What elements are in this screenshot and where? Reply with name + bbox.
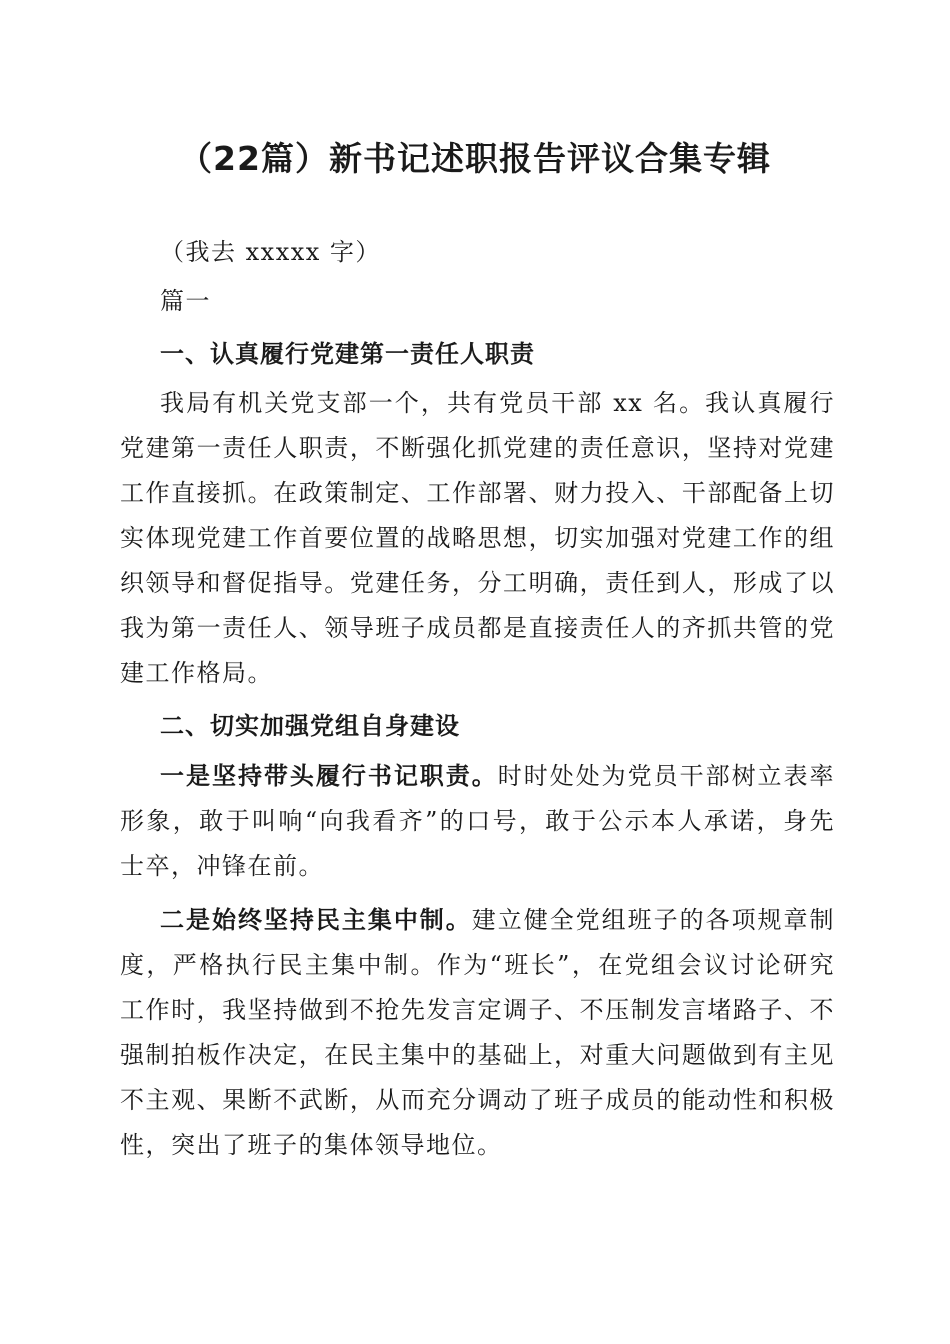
document-title: （22篇）新书记述职报告评议合集专辑 — [179, 139, 771, 178]
section-heading: 一、认真履行党建第一责任人职责 — [160, 340, 535, 368]
paragraph-lead: 一是坚持带头履行书记职责。 — [160, 761, 498, 790]
section-paragraph — [120, 897, 835, 1168]
chapter-label: 篇一 — [160, 287, 211, 315]
section-paragraph: 我局有机关党支部一个，共有党员干部 xx 名。我认真履行党建第一责任人职责，不断强化抓党建的责任意识，坚持对党建工作直接抓。在政策制定、工作部署、财力投入、干部配备上切实体现党建工作首要位置的战略思想，切实加强对党建工作的组织领导和督促指导。党建任务，分工明确，责任到人，形成了以我为第一责任人、领导班子成员都是直接责任人的齐抓共管的党建工作格局。 — [120, 389, 835, 687]
paragraph-text: 时时处处为党员干部树立表率形象，敢于叫响“向我看齐”的口号，敢于公示本人承诺，身先士卒，冲锋在前。 — [120, 762, 836, 880]
section-heading: 二、切实加强党组自身建设 — [160, 712, 460, 740]
section-paragraph — [120, 753, 835, 889]
paragraph-text: 建立健全党组班子的各项规章制度，严格执行民主集中制。作为“班长”，在党组会议讨论研究工作时，我坚持做到不抢先发言定调子、不压制发言堵路子、不强制拍板作决定，在民主集中的基础上，对重大问题做到有主见不主观、果断不武断，从而充分调动了班子成员的能动性和积极性，突出了班子的集体领导地位。 — [120, 906, 836, 1159]
paragraph-lead: 二是始终坚持民主集中制。 — [160, 905, 472, 934]
document-body — [120, 230, 835, 1168]
word-count-note: （我去 xxxxx 字） — [160, 238, 381, 266]
